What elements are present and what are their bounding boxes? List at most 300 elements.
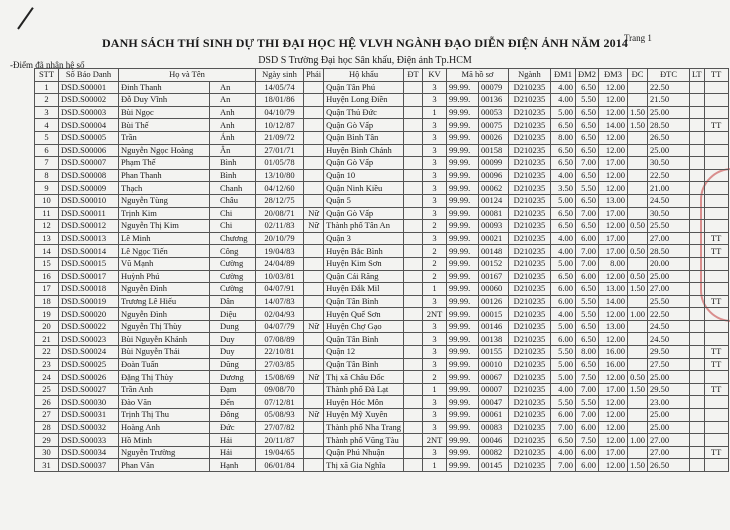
table-cell: 22 [35,346,59,359]
table-cell: 00155 [478,346,508,359]
table-cell [403,434,422,447]
table-cell: 28.50 [647,119,689,132]
table-cell: 00096 [478,169,508,182]
table-cell [627,295,647,308]
table-cell: Quận Gò Vấp [324,207,404,220]
table-cell: 0.50 [627,220,647,233]
table-cell: 99.99. [446,383,478,396]
table-cell: 14.00 [598,295,627,308]
table-cell: Huyện Chợ Gạo [324,320,404,333]
table-cell: 99.99. [446,346,478,359]
table-cell: D210235 [508,346,550,359]
table-cell: 6.50 [550,119,575,132]
table-row [35,157,729,170]
table-cell: Thạch [119,182,210,195]
table-cell [403,157,422,170]
table-cell: Thành phố Đà Lạt [324,383,404,396]
table-cell: 23 [35,358,59,371]
table-cell: Đông [210,409,256,422]
table-cell: Dương [210,371,256,384]
table-cell [403,106,422,119]
page-number: Trang 1 [624,33,652,43]
table-cell: 25.00 [647,106,689,119]
table-cell: 1.50 [627,106,647,119]
table-cell: 12.00 [598,106,627,119]
table-row [35,144,729,157]
table-cell: Hải [210,446,256,459]
table-cell: D210235 [508,283,550,296]
table-row [35,358,729,371]
table-cell: DSD.S00006 [59,144,119,157]
table-cell: D210235 [508,270,550,283]
table-cell: DSD.S00022 [59,320,119,333]
table-cell: Nữ [304,207,324,220]
table-cell: Huyện Hóc Môn [324,396,404,409]
table-cell: 00138 [478,333,508,346]
table-cell: 99.99. [446,106,478,119]
table-cell [403,232,422,245]
table-cell: 00148 [478,245,508,258]
table-cell: D210235 [508,333,550,346]
table-cell: Đặng Thị Thùy [119,371,210,384]
table-cell: 00152 [478,257,508,270]
table-cell [627,358,647,371]
table-cell: 99.99. [446,245,478,258]
table-cell [689,257,704,270]
table-cell [304,257,324,270]
table-cell: 09/08/70 [256,383,304,396]
table-cell: Quận Cái Răng [324,270,404,283]
table-cell: Hạnh [210,459,256,472]
table-cell: 3 [422,446,446,459]
table-cell [304,283,324,296]
table-cell: 12.00 [598,308,627,321]
table-cell [704,182,728,195]
table-cell: Chi [210,220,256,233]
table-cell [304,333,324,346]
table-cell [704,131,728,144]
table-cell [304,194,324,207]
table-cell: 6.50 [575,283,598,296]
table-cell: Đinh Thanh [119,81,210,94]
table-cell: 6.50 [575,106,598,119]
table-cell: DSD.S00012 [59,220,119,233]
table-cell [403,169,422,182]
table-cell: 7.00 [550,421,575,434]
table-cell [704,94,728,107]
table-cell: 00079 [478,81,508,94]
table-cell: 1 [35,81,59,94]
table-cell: Ân [210,144,256,157]
col-header: ĐM3 [598,69,627,82]
table-cell: 99.99. [446,232,478,245]
table-cell: 1 [422,106,446,119]
table-cell: Trương Lê Hiếu [119,295,210,308]
table-cell: Bình [210,169,256,182]
table-cell [704,459,728,472]
table-cell: 17.00 [598,232,627,245]
table-cell [304,295,324,308]
table-cell [689,459,704,472]
table-cell: Dũng [210,358,256,371]
table-cell: 6.50 [550,270,575,283]
table-cell [627,194,647,207]
col-header: STT [35,69,59,82]
table-cell: Lê Ngọc Tiến [119,245,210,258]
table-cell: 22.50 [647,81,689,94]
table-cell: 5.50 [575,308,598,321]
table-cell: 6.50 [550,207,575,220]
table-cell: 17 [35,283,59,296]
table-cell: 25 [35,383,59,396]
table-cell [403,308,422,321]
table-cell: 3.50 [550,182,575,195]
table-cell: 99.99. [446,371,478,384]
table-cell: Trịnh Thị Thu [119,409,210,422]
table-row [35,371,729,384]
table-cell: D210235 [508,308,550,321]
table-cell: 25.50 [647,220,689,233]
table-cell: 1 [422,459,446,472]
table-cell: Quận 10 [324,169,404,182]
table-cell: 07/12/81 [256,396,304,409]
table-cell: 3 [422,94,446,107]
table-cell: 99.99. [446,257,478,270]
table-cell: 23.00 [647,396,689,409]
table-cell [403,94,422,107]
table-cell: 99.99. [446,358,478,371]
table-cell: 6.50 [575,220,598,233]
table-cell: 12.00 [598,169,627,182]
table-cell: 6.50 [575,81,598,94]
table-cell [627,409,647,422]
table-cell: 6.50 [575,358,598,371]
table-cell: 00047 [478,396,508,409]
table-cell: 07/08/89 [256,333,304,346]
table-cell: 3 [422,295,446,308]
table-cell: D210235 [508,459,550,472]
table-row [35,220,729,233]
col-header: ĐM1 [550,69,575,82]
table-cell: 6.00 [550,295,575,308]
table-cell: An [210,81,256,94]
table-cell: 16 [35,270,59,283]
table-cell: 7.00 [550,459,575,472]
table-cell [304,308,324,321]
table-cell: 12.00 [598,371,627,384]
table-cell: 27/01/71 [256,144,304,157]
table-cell: 5.50 [575,182,598,195]
table-cell: 30.50 [647,157,689,170]
table-cell: 6.00 [575,232,598,245]
table-cell [304,396,324,409]
table-cell: 99.99. [446,81,478,94]
table-cell: Đỗ Duy Vĩnh [119,94,210,107]
table-cell: 00046 [478,434,508,447]
table-cell: 00053 [478,106,508,119]
table-cell [403,295,422,308]
table-cell: Dân [210,295,256,308]
table-cell: 99.99. [446,144,478,157]
table-cell: DSD.S00003 [59,106,119,119]
table-row [35,245,729,258]
table-cell: 00061 [478,409,508,422]
table-cell [403,119,422,132]
table-cell [627,421,647,434]
table-cell: Trần Anh [119,383,210,396]
table-cell: 06/01/84 [256,459,304,472]
table-cell: DSD.S00032 [59,421,119,434]
table-cell [403,245,422,258]
table-cell: Vũ Mạnh [119,257,210,270]
table-cell [689,81,704,94]
table-cell: 31 [35,459,59,472]
table-cell: TT [704,232,728,245]
table-cell: DSD.S00015 [59,257,119,270]
table-cell: 6.00 [575,446,598,459]
table-cell [304,421,324,434]
table-cell [304,94,324,107]
table-cell: Thành phố Tân An [324,220,404,233]
table-cell: 22.50 [647,169,689,182]
table-cell [403,270,422,283]
table-cell: 7.00 [575,409,598,422]
table-row [35,270,729,283]
table-cell: 14/05/74 [256,81,304,94]
table-cell: Thành phố Vũng Tàu [324,434,404,447]
table-cell: 19/04/65 [256,446,304,459]
table-cell: 00062 [478,182,508,195]
table-cell: Nguyễn Tùng [119,194,210,207]
table-cell [689,320,704,333]
table-cell [403,194,422,207]
table-cell: 6.00 [575,459,598,472]
table-cell: 6.50 [575,119,598,132]
table-cell [689,182,704,195]
table-cell [689,333,704,346]
table-cell: 4.00 [550,81,575,94]
table-cell: 00124 [478,194,508,207]
table-cell: 0.50 [627,245,647,258]
table-cell: Duy [210,333,256,346]
table-cell [704,320,728,333]
table-cell [304,358,324,371]
table-cell: Nguyễn Trường [119,446,210,459]
table-cell: Quận Tân Bình [324,358,404,371]
table-cell: Nguyễn Thị Thùy [119,320,210,333]
table-cell: 99.99. [446,409,478,422]
table-row [35,119,729,132]
table-cell [627,446,647,459]
table-cell: 7.00 [575,383,598,396]
table-cell: 3 [422,169,446,182]
table-cell [403,446,422,459]
table-cell [304,446,324,459]
table-cell: 6.50 [550,157,575,170]
table-cell: 9 [35,182,59,195]
table-cell [304,245,324,258]
table-cell: D210235 [508,434,550,447]
table-cell: 25.50 [647,295,689,308]
table-cell [627,157,647,170]
table-cell [704,144,728,157]
table-cell: 3 [422,144,446,157]
table-cell: Quận Thủ Đức [324,106,404,119]
table-cell: 3 [422,396,446,409]
col-header: KV [422,69,446,82]
table-cell [403,182,422,195]
table-cell: 4.00 [550,245,575,258]
table-cell: 6.50 [550,220,575,233]
table-cell: 3 [422,333,446,346]
table-cell: 18/01/86 [256,94,304,107]
table-row [35,459,729,472]
table-cell: Đến [210,396,256,409]
table-cell: 00083 [478,421,508,434]
table-cell: Đức [210,421,256,434]
table-cell: 04/07/79 [256,320,304,333]
table-cell: 21.50 [647,94,689,107]
table-cell: Huyện Bình Chánh [324,144,404,157]
table-row [35,396,729,409]
table-cell: 2 [422,220,446,233]
table-cell [689,346,704,359]
table-cell [403,333,422,346]
table-cell: 99.99. [446,446,478,459]
table-cell: DSD.S00026 [59,371,119,384]
table-cell [403,81,422,94]
table-cell: 28/12/75 [256,194,304,207]
table-cell: 2NT [422,308,446,321]
col-header: Hộ khẩu [324,69,404,82]
table-cell: 3 [422,421,446,434]
table-cell: 12.00 [598,434,627,447]
table-cell: 8.00 [598,257,627,270]
table-row [35,383,729,396]
table-cell: 2 [35,94,59,107]
table-cell: 26.50 [647,131,689,144]
table-cell: 26 [35,396,59,409]
table-cell: 12.00 [598,409,627,422]
table-cell: 3 [422,409,446,422]
table-cell [704,220,728,233]
table-cell: Đào Văn [119,396,210,409]
table-cell: 21.00 [647,182,689,195]
table-cell: DSD.S00017 [59,270,119,283]
table-cell: 4.00 [550,169,575,182]
table-cell: 12.00 [598,459,627,472]
table-cell: 5.00 [550,257,575,270]
table-cell: D210235 [508,396,550,409]
table-cell: 6.00 [550,409,575,422]
table-cell: 20/10/79 [256,232,304,245]
table-cell: 10/12/87 [256,119,304,132]
table-row [35,308,729,321]
table-cell [627,81,647,94]
table-cell: 24.50 [647,194,689,207]
table-cell: 1.50 [627,283,647,296]
table-cell: 5 [35,131,59,144]
table-cell: 12.00 [598,270,627,283]
table-cell [304,157,324,170]
table-cell: 25.00 [647,409,689,422]
table-cell: 7.00 [575,245,598,258]
col-header: ĐM2 [575,69,598,82]
table-cell [403,144,422,157]
table-cell: 99.99. [446,220,478,233]
table-cell: 22.50 [647,308,689,321]
table-cell: 00136 [478,94,508,107]
table-cell [403,421,422,434]
table-cell: Duy [210,346,256,359]
table-cell: Nguyễn Ngọc Hoàng [119,144,210,157]
table-cell: Đoàn Tuấn [119,358,210,371]
table-cell: 00126 [478,295,508,308]
table-cell: Huyện Mỹ Xuyên [324,409,404,422]
table-cell [704,194,728,207]
table-cell [689,283,704,296]
table-cell: 15 [35,257,59,270]
table-cell [704,81,728,94]
table-cell [627,346,647,359]
table-cell: 99.99. [446,308,478,321]
table-cell [304,434,324,447]
table-cell: Anh [210,119,256,132]
table-cell: 12.00 [598,144,627,157]
table-cell [689,434,704,447]
table-cell: 5.50 [575,94,598,107]
table-cell: Phạm Thế [119,157,210,170]
table-cell [689,207,704,220]
table-cell: 6.50 [575,194,598,207]
table-cell: D210235 [508,421,550,434]
table-cell [304,131,324,144]
table-row [35,194,729,207]
table-cell: 04/07/91 [256,283,304,296]
table-cell: Quận 5 [324,194,404,207]
table-cell: Công [210,245,256,258]
table-row [35,182,729,195]
table-cell: D210235 [508,320,550,333]
table-cell: Nguyễn Đình [119,308,210,321]
table-cell: D210235 [508,446,550,459]
table-cell: 00158 [478,144,508,157]
table-cell [689,383,704,396]
table-cell: Nguyễn Đình [119,283,210,296]
table-cell: 12.00 [598,182,627,195]
table-cell: 17.00 [598,207,627,220]
table-cell: 13 [35,232,59,245]
table-cell: 15/08/69 [256,371,304,384]
table-cell: 1.50 [627,383,647,396]
table-cell: 14.00 [598,119,627,132]
table-cell [704,434,728,447]
table-cell [304,81,324,94]
table-cell: 21 [35,333,59,346]
table-cell: 6.00 [550,333,575,346]
col-header: Mã hồ sơ [446,69,508,82]
table-cell: D210235 [508,131,550,144]
table-cell: 4.00 [550,308,575,321]
table-cell: 3 [422,320,446,333]
table-cell [403,131,422,144]
table-cell: 5.50 [575,396,598,409]
table-cell: 99.99. [446,94,478,107]
table-cell: DSD.S00033 [59,434,119,447]
table-cell: D210235 [508,207,550,220]
table-cell: 05/08/93 [256,409,304,422]
table-cell: 00167 [478,270,508,283]
